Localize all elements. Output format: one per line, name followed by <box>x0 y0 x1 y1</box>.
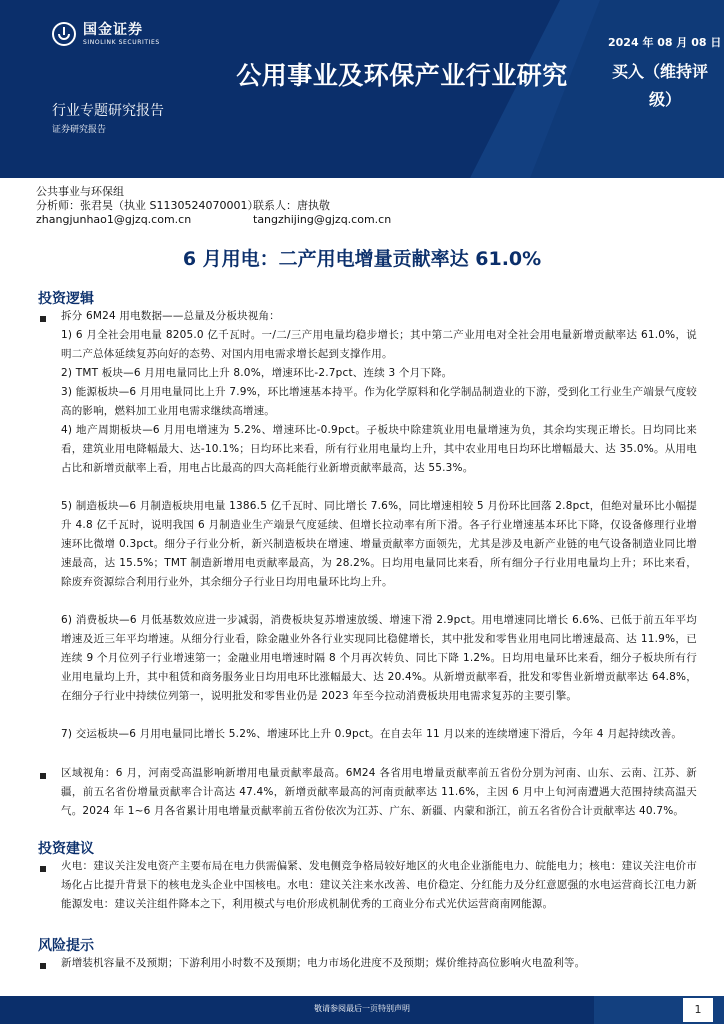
logic-consumption: 6) 消费板块—6 月低基数效应进一步减弱，消费板块复苏增速放缓、增速下滑 2.9pct。用电增速同比增长 6.6%、已低于前五年平均增速及近三年平均增速。从细分行业看，除金融业外各行业实现同比稳健增长，其中批发和零售业用电同比增速最高、达 11.9%，已连续 9 个月位列子行业增速第一；金融业用电增速时隔 8 个月再次转负、同比下降 1.2%。日均用电量环比来看，细分子板块所有行业用电量均上升，其中租赁和商务服务业日均用电环比涨幅最大、达 20.4%。从新增贡献率看，批发和零售业新增贡献率达 64.8%，在细分子行业中持续位列第一，说明批发和零售业仍是 2023 年至今拉动消费板块用电需求复苏的主要引擎。 <box>61 614 697 702</box>
sinolink-logo-icon <box>52 22 76 46</box>
bullet-square-icon <box>40 866 46 872</box>
header-banner <box>0 0 724 178</box>
team-name: 公共事业与环保组 <box>36 185 124 198</box>
logic-transport: 7) 交运板块—6 月用电量同比增长 5.2%、增速环比上升 0.9pct。在自去年 11 月以来的连续增速下滑后，今年 4 月起持续改善。 <box>61 728 683 740</box>
logic-intro: 拆分 6M24 用电数据——总量及分板块视角： <box>61 310 280 322</box>
logo-chinese-name: 国金证券 <box>83 21 143 38</box>
logic-tmt: 2) TMT 板块—6 月用电量同比上升 8.0%，增速环比-2.7pct、连续 3 个月下降。 <box>61 367 453 379</box>
logic-total: 1) 6 月全社会用电量 8205.0 亿千瓦时。一/二/三产用电量均稳步增长；其中第二产业用电对全社会用电量新增贡献率达 61.0%，说明二产总体延续复苏向好的态势、对国内用电需求增长起到支撑作用。 <box>61 329 697 360</box>
analyst-name: 分析师：张君昊（执业 S1130524070001） <box>36 199 259 212</box>
analyst-email[interactable]: zhangjunhao1@gjzq.com.cn <box>36 213 192 226</box>
logo-english-name: SINOLINK SECURITIES <box>83 38 160 46</box>
rating <box>612 58 718 114</box>
logic-regional: 区域视角：6 月，河南受高温影响新增用电量贡献率最高。6M24 各省用电增量贡献率前五省份分别为河南、山东、云南、江苏、新疆，前五名省份增量贡献率合计高达 47.4%，新增贡献率最高的河南贡献率达 11.6%，主因 6 月中上旬河南遭遇大范围持续高温天气。2024 年 1~6 月各省累计用电增量贡献率前五省份依次为江苏、广东、新疆、内蒙和浙江，前五名省份合计贡献率达 40.7%。 <box>61 767 697 817</box>
author-info <box>36 185 392 227</box>
report-date: 2024 年 08 月 08 日 <box>608 36 722 49</box>
logic-real-estate: 4) 地产周期板块—6 月用电增速为 5.2%、增速环比-0.9pct。子板块中除建筑业用电量增速为负，其余均实现正增长。日均同比来看，建筑业用电降幅最大、达-10.1%；日均环比来看，所有行业用电量均上升，其中农业用电日均环比增幅最大、达 35.0%。从用电占比和新增贡献率上看，用电占比最高的四大高耗能行业新增贡献率最高，达 55.3%。 <box>61 424 697 474</box>
report-subtype: 证券研究报告 <box>52 125 107 135</box>
industry-title: 公用事业及环保产业行业研究 <box>236 61 568 90</box>
section-title-suggestion: 投资建议 <box>38 841 94 857</box>
risk-text: 新增装机容量不及预期；下游利用小时数不及预期；电力市场化进度不及预期；煤价维持高位影响火电盈利等。 <box>61 957 586 969</box>
bullet-square-icon <box>40 963 46 969</box>
contact-name: 联系人：唐执敬 <box>253 199 330 212</box>
bullet-square-icon <box>40 773 46 779</box>
disclaimer-link[interactable]: 敬请参阅最后一页特别声明 <box>314 1004 410 1013</box>
report-headline: 6 月用电：二产用电增量贡献率达 61.0% <box>182 248 542 270</box>
logic-energy: 3) 能源板块—6 月用电量同比上升 7.9%，环比增速基本持平。作为化学原料和化学制品制造业的下游，受到化工行业生产端景气度较高的影响，燃料加工业用电需求继续高增速。 <box>61 386 697 417</box>
rating-line-1: 买入（维持评 <box>612 62 709 81</box>
contact-email[interactable]: tangzhijing@gjzq.com.cn <box>253 213 392 226</box>
rating-line-2: 级） <box>648 90 681 109</box>
logic-manufacturing: 5) 制造板块—6 月制造板块用电量 1386.5 亿千瓦时、同比增长 7.6%，同比增速相较 5 月份环比回落 2.8pct，但绝对量环比小幅提升 4.8 亿千瓦时，说明我国 6 月制造业生产端景气度延续、但增长拉动率有所下滑。各子行业增速基本环比下降，仅设备修理行业增速环比微增 0.3pct。细分子行业分析，新兴制造板块在增速、增量贡献率方面领先，尤其是涉及电新产业链的电气设备制造业同比增速最高，达 15.5%；TMT 制造新增用电贡献率最高，为 28.2%。日均用电量同比来看，所有细分子行业用电量均上升；环比来看，除废弃资源综合利用行业外，其余细分子行业日均用电量环比均上升。 <box>61 500 697 588</box>
section-title-risk: 风险提示 <box>38 938 94 954</box>
suggestion-text: 火电：建议关注发电资产主要布局在电力供需偏紧、发电侧竞争格局较好地区的火电企业浙能电力、皖能电力；核电：建议关注电价市场化占比提升背景下的核电龙头企业中国核电。水电：建议关注来水改善、电价稳定、分红能力及分红意愿强的水电运营商长江电力新能源发电：建议关注组件降本之下，利用模式与电价形成机制优秀的工商业分布式光伏运营商南网能源。 <box>61 860 697 910</box>
section-title-logic: 投资逻辑 <box>38 291 94 307</box>
page-number: 1 <box>683 998 713 1022</box>
report-type: 行业专题研究报告 <box>52 103 164 119</box>
bullet-square-icon <box>40 316 46 322</box>
company-logo <box>52 22 160 46</box>
